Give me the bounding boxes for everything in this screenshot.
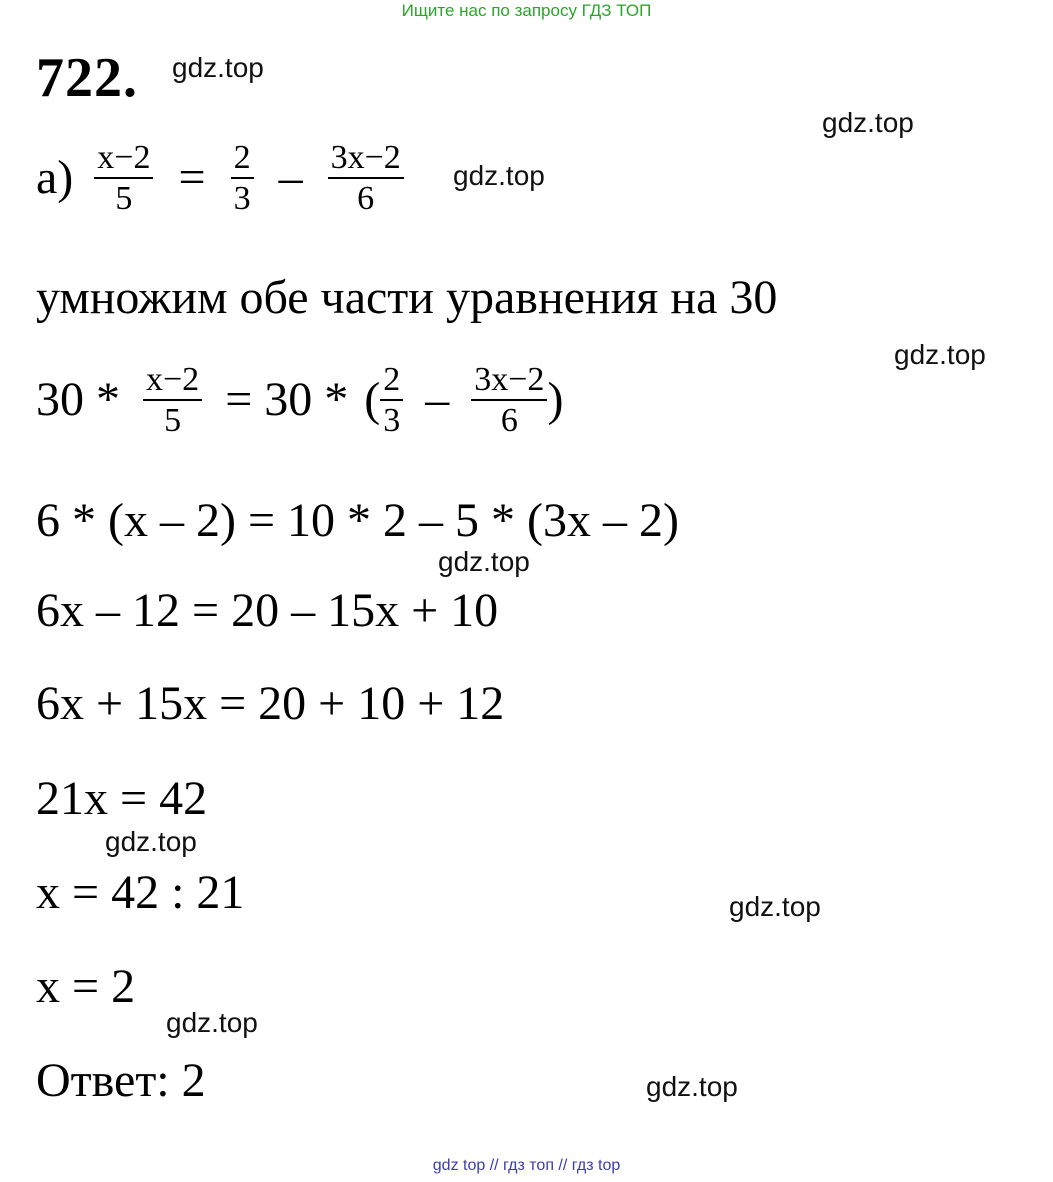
numerator: 2 — [380, 360, 403, 401]
denominator: 3 — [233, 180, 251, 218]
minus-sign: – — [278, 151, 303, 205]
fraction — [231, 138, 254, 218]
answer-line: Ответ: 2 — [36, 1054, 206, 1107]
watermark: gdz.top — [105, 826, 197, 857]
step-line: 6x + 15x = 20 + 10 + 12 — [36, 677, 505, 730]
step-line: 6x – 12 = 20 – 15x + 10 — [36, 584, 499, 637]
numerator: x−2 — [143, 360, 202, 401]
step-line: x = 42 : 21 — [36, 866, 245, 919]
watermark: gdz.top — [646, 1071, 738, 1102]
multiply-step-line — [36, 360, 563, 440]
step-line: 6 * (x – 2) = 10 * 2 – 5 * (3x – 2) — [36, 494, 680, 547]
close-paren: ) — [547, 373, 564, 427]
denominator: 3 — [383, 402, 401, 440]
denominator: 6 — [500, 402, 518, 440]
part-label: а) — [36, 151, 74, 205]
fraction — [143, 360, 202, 440]
watermark: gdz.top — [894, 339, 986, 370]
watermark: gdz.top — [822, 107, 914, 138]
watermark: gdz.top — [166, 1007, 258, 1038]
equals-sign: = — [178, 151, 206, 205]
step-line: 21x = 42 — [36, 772, 208, 825]
numerator: 3x−2 — [471, 360, 547, 401]
fraction — [380, 360, 403, 440]
numerator: x−2 — [94, 138, 153, 179]
open-paren: ( — [364, 373, 381, 427]
equals-thirty: = 30 * — [225, 373, 349, 427]
fraction — [471, 360, 547, 440]
fraction — [94, 138, 153, 218]
fraction — [328, 138, 404, 218]
watermark: gdz.top — [729, 891, 821, 922]
step-line: x = 2 — [36, 960, 136, 1013]
watermark: gdz.top — [172, 52, 264, 83]
watermark: gdz.top — [453, 160, 545, 191]
minus-sign: – — [425, 373, 450, 427]
instruction-text: умножим обе части уравнения на 30 — [36, 271, 778, 324]
problem-number: 722. — [36, 47, 138, 109]
watermark: gdz.top — [438, 546, 530, 577]
equation-line — [36, 138, 407, 218]
top-banner: Ищите нас по запросу ГДЗ ТОП — [401, 1, 652, 20]
numerator: 3x−2 — [328, 138, 404, 179]
numerator: 2 — [231, 138, 254, 179]
denominator: 6 — [357, 180, 375, 218]
denominator: 5 — [115, 180, 133, 218]
denominator: 5 — [164, 402, 182, 440]
lhs-prefix: 30 * — [36, 373, 120, 427]
footer: gdz top // гдз топ // гдз top — [432, 1157, 621, 1174]
